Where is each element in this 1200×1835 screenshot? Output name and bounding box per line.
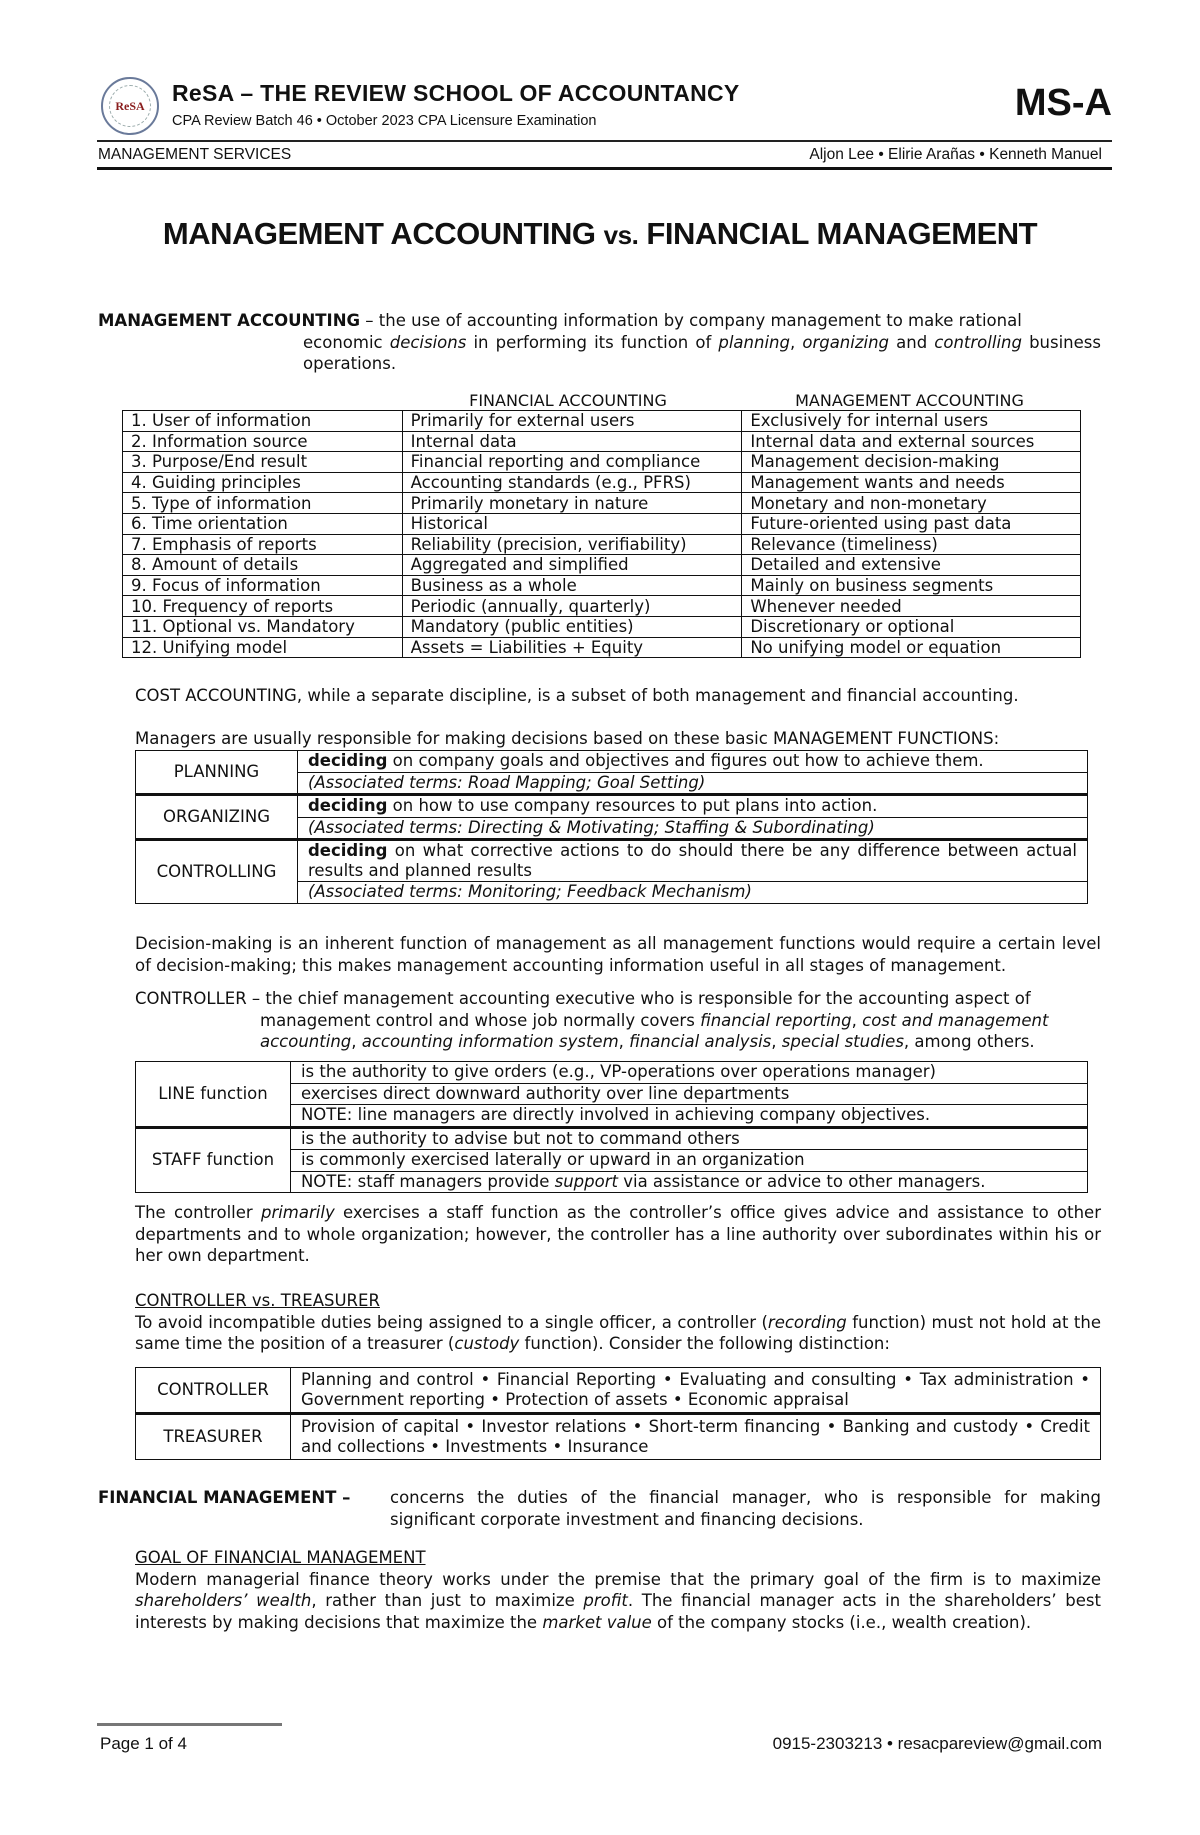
financial-cell: Historical xyxy=(402,513,742,534)
functions-intro: Managers are usually responsible for making decisions based on these basic MANAGEMENT FUNCTIONS: xyxy=(135,729,1000,748)
contact-info: 0915-2303213 • resacpareview@gmail.com xyxy=(772,1734,1102,1753)
criterion-cell: 7. Emphasis of reports xyxy=(123,534,403,555)
financial-cell: Internal data xyxy=(402,431,742,452)
management-cell: No unifying model or equation xyxy=(742,637,1081,658)
mgmt-acct-definition-line1 xyxy=(98,310,1022,332)
function-terms-planning: (Associated terms: Road Mapping; Goal Setting) xyxy=(297,772,1087,795)
comparison-table xyxy=(122,410,1081,658)
comparison-row xyxy=(123,596,1081,617)
function-desc-controlling: deciding on what corrective actions to do should there be any difference between actual results and planned results xyxy=(297,840,1087,882)
comparison-row xyxy=(123,431,1081,452)
line-function-row: exercises direct downward authority over line departments xyxy=(290,1083,1087,1105)
function-terms-controlling: (Associated terms: Monitoring; Feedback Mechanism) xyxy=(297,882,1087,904)
controller-label: CONTROLLER xyxy=(136,1368,291,1414)
treasurer-duties: Provision of capital • Investor relations • Short-term financing • Banking and custody • Credit and collections • Investments • Insurance xyxy=(290,1414,1100,1460)
financial-cell: Aggregated and simplified xyxy=(402,555,742,576)
criterion-cell: 8. Amount of details xyxy=(123,555,403,576)
fin-mgmt-term: FINANCIAL MANAGEMENT – xyxy=(98,1488,351,1507)
mgmt-acct-term: MANAGEMENT ACCOUNTING xyxy=(98,311,361,330)
goal-heading: GOAL OF FINANCIAL MANAGEMENT xyxy=(135,1548,426,1567)
page-title xyxy=(0,216,1200,252)
comparison-row xyxy=(123,513,1081,534)
controller-staff-summary: The controller primarily exercises a staff function as the controller’s office gives advice and assistance to other departments and to whole organization; however, the controller has a line authority over subordinates within his or her own department. xyxy=(135,1203,1101,1265)
controller-definition-line1: CONTROLLER – the chief management accounting executive who is responsible for the accounting aspect of xyxy=(135,989,1031,1008)
title-part-1: MANAGEMENT ACCOUNTING xyxy=(162,216,604,251)
criterion-cell: 10. Frequency of reports xyxy=(123,596,403,617)
comparison-row xyxy=(123,616,1081,637)
function-label-organizing: ORGANIZING xyxy=(136,795,298,840)
management-cell: Discretionary or optional xyxy=(742,616,1081,637)
management-cell: Management wants and needs xyxy=(742,472,1081,493)
financial-cell: Mandatory (public entities) xyxy=(402,616,742,637)
staff-function-row: is commonly exercised laterally or upward in an organization xyxy=(290,1150,1087,1172)
function-desc-organizing: deciding on how to use company resources to put plans into action. xyxy=(297,795,1087,818)
management-cell: Future-oriented using past data xyxy=(742,513,1081,534)
function-desc-planning: deciding on company goals and objectives and figures out how to achieve them. xyxy=(297,751,1087,773)
criterion-cell: 12. Unifying model xyxy=(123,637,403,658)
management-cell: Internal data and external sources xyxy=(742,431,1081,452)
header-divider-bottom xyxy=(97,167,1112,170)
batch-info: CPA Review Batch 46 • October 2023 CPA Licensure Examination xyxy=(172,113,597,129)
line-staff-table xyxy=(135,1061,1088,1193)
decision-making-summary: Decision-making is an inherent function of management as all management functions would require a certain level of decision-making; this makes management accounting information useful in all stages of management. xyxy=(135,934,1101,975)
function-label-controlling: CONTROLLING xyxy=(136,840,298,904)
financial-cell: Primarily for external users xyxy=(402,411,742,432)
criterion-cell: 4. Guiding principles xyxy=(123,472,403,493)
management-cell: Management decision-making xyxy=(742,452,1081,473)
authors: Aljon Lee • Elirie Arañas • Kenneth Manuel xyxy=(809,146,1102,163)
cost-accounting-note: COST ACCOUNTING, while a separate discipline, is a subset of both management and financial accounting. xyxy=(135,686,1019,705)
footer-divider xyxy=(97,1723,282,1726)
controller-vs-treasurer-heading: CONTROLLER vs. TREASURER xyxy=(135,1291,380,1310)
mgmt-acct-text: – the use of accounting information by company management to make rational xyxy=(360,311,1022,330)
functions-table xyxy=(135,750,1088,904)
financial-cell: Financial reporting and compliance xyxy=(402,452,742,473)
staff-function-note: NOTE: staff managers provide support via assistance or advice to other managers. xyxy=(290,1171,1087,1193)
fin-mgmt-definition: concerns the duties of the financial manager, who is responsible for making significant corporate investment and financing decisions. xyxy=(390,1488,1101,1529)
management-cell: Monetary and non-monetary xyxy=(742,493,1081,514)
financial-cell: Periodic (annually, quarterly) xyxy=(402,596,742,617)
criterion-cell: 3. Purpose/End result xyxy=(123,452,403,473)
financial-cell: Assets = Liabilities + Equity xyxy=(402,637,742,658)
comparison-row xyxy=(123,575,1081,596)
subject-label: MANAGEMENT SERVICES xyxy=(98,146,292,163)
function-row-controlling xyxy=(136,840,1088,882)
line-function-row: is the authority to give orders (e.g., VP-operations over operations manager) xyxy=(290,1062,1087,1084)
financial-cell: Accounting standards (e.g., PFRS) xyxy=(402,472,742,493)
school-name: ReSA – THE REVIEW SCHOOL OF ACCOUNTANCY xyxy=(172,80,740,106)
col-header-financial: FINANCIAL ACCOUNTING xyxy=(469,391,667,410)
comparison-row xyxy=(123,534,1081,555)
function-terms-organizing: (Associated terms: Directing & Motivating; Staffing & Subordinating) xyxy=(297,817,1087,840)
financial-cell: Reliability (precision, verifiability) xyxy=(402,534,742,555)
controller-vs-treasurer-text: To avoid incompatible duties being assigned to a single officer, a controller (recording function) must not hold at the same time the position of a treasurer (custody function). Consider the following distinction: xyxy=(135,1312,1101,1353)
title-vs: vs. xyxy=(603,220,639,250)
criterion-cell: 2. Information source xyxy=(123,431,403,452)
mgmt-acct-definition-line2: economic decisions in performing its function of planning, organizing and controlling business operations. xyxy=(303,332,1101,373)
staff-function-label: STAFF function xyxy=(136,1127,291,1193)
comparison-row xyxy=(123,493,1081,514)
management-cell: Mainly on business segments xyxy=(742,575,1081,596)
comparison-row xyxy=(123,472,1081,493)
header-divider xyxy=(97,140,1112,142)
line-function-label: LINE function xyxy=(136,1062,291,1128)
management-cell: Whenever needed xyxy=(742,596,1081,617)
function-row-organizing xyxy=(136,795,1088,818)
controller-duties: Planning and control • Financial Reporting • Evaluating and consulting • Tax administration • Government reporting • Protection of assets • Economic appraisal xyxy=(290,1368,1100,1414)
management-cell: Relevance (timeliness) xyxy=(742,534,1081,555)
criterion-cell: 1. User of information xyxy=(123,411,403,432)
title-part-2: FINANCIAL MANAGEMENT xyxy=(638,216,1038,251)
logo-mark: ReSA xyxy=(109,85,151,127)
goal-text: Modern managerial finance theory works under the premise that the primary goal of the firm is to maximize shareholders’ wealth, rather than just to maximize profit. The financial manager acts in the shareholders’ best interests by making decisions that maximize the market value of the company stocks (i.e., wealth creation). xyxy=(135,1569,1101,1632)
function-label-planning: PLANNING xyxy=(136,751,298,795)
controller-treasurer-table xyxy=(135,1367,1101,1460)
criterion-cell: 9. Focus of information xyxy=(123,575,403,596)
page-number: Page 1 of 4 xyxy=(100,1734,187,1753)
criterion-cell: 5. Type of information xyxy=(123,493,403,514)
col-header-management: MANAGEMENT ACCOUNTING xyxy=(795,391,1024,410)
criterion-cell: 6. Time orientation xyxy=(123,513,403,534)
school-logo xyxy=(101,77,159,135)
comparison-row xyxy=(123,452,1081,473)
criterion-cell: 11. Optional vs. Mandatory xyxy=(123,616,403,637)
controller-definition-rest: management control and whose job normally covers financial reporting, cost and management accounting, accounting information system, financial analysis, special studies, among others. xyxy=(260,1010,1049,1051)
financial-cell: Business as a whole xyxy=(402,575,742,596)
treasurer-label: TREASURER xyxy=(136,1414,291,1460)
management-cell: Exclusively for internal users xyxy=(742,411,1081,432)
function-row-planning xyxy=(136,751,1088,773)
financial-cell: Primarily monetary in nature xyxy=(402,493,742,514)
line-function-note: NOTE: line managers are directly involved in achieving company objectives. xyxy=(290,1105,1087,1128)
comparison-row xyxy=(123,637,1081,658)
management-cell: Detailed and extensive xyxy=(742,555,1081,576)
comparison-row xyxy=(123,555,1081,576)
staff-function-row: is the authority to advise but not to command others xyxy=(290,1127,1087,1150)
document-code: MS-A xyxy=(1014,82,1112,124)
comparison-row xyxy=(123,411,1081,432)
